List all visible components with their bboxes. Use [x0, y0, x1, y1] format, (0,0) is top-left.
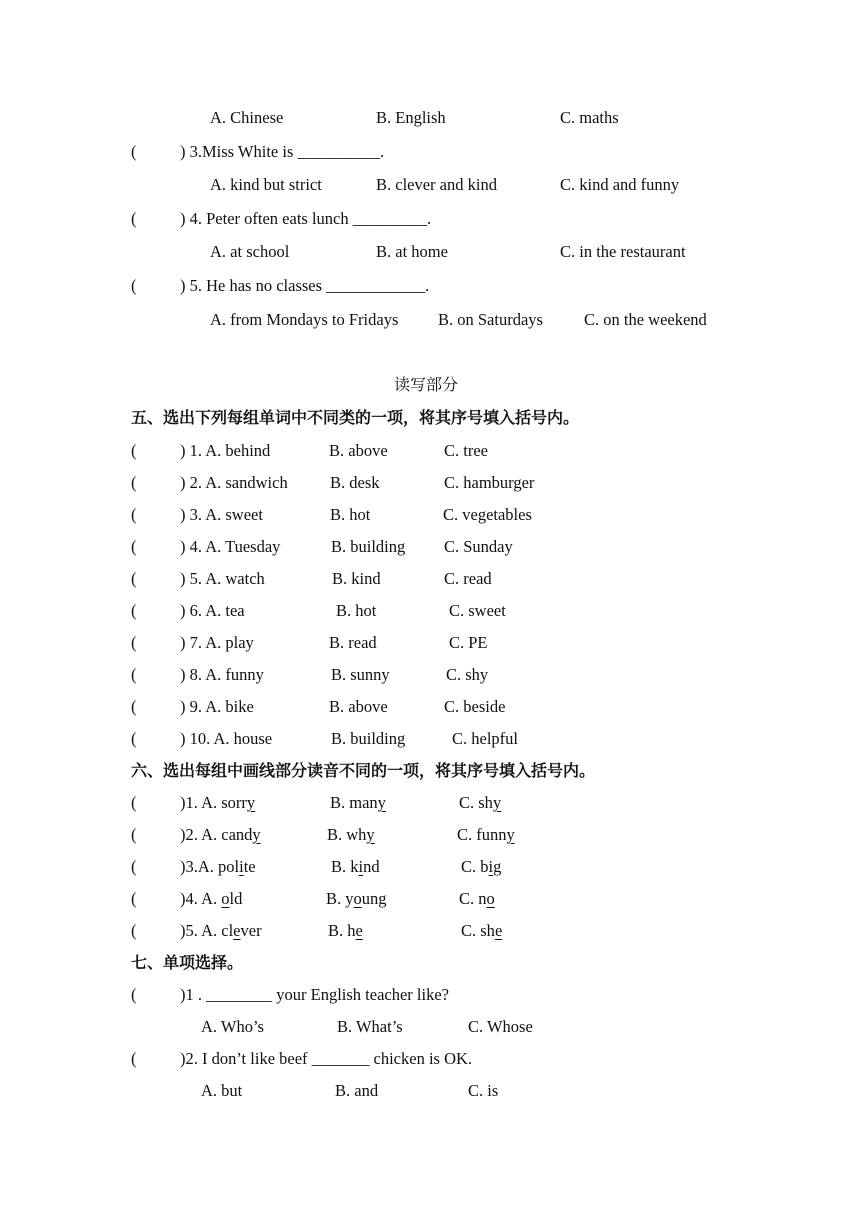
option-a: ) 8. A. funny — [180, 665, 264, 684]
q2-option-c: C. maths — [560, 108, 619, 127]
underlined-letter: y — [492, 793, 502, 812]
q4-option-a: A. at school — [210, 242, 290, 261]
underlined-letter: y — [366, 825, 375, 844]
answer-paren[interactable]: ( — [131, 665, 137, 684]
q3-option-b: B. clever and kind — [376, 175, 497, 194]
option-c: C. big — [461, 857, 502, 876]
option-b: B. What’s — [337, 1017, 403, 1036]
answer-paren[interactable]: ( — [131, 857, 137, 876]
q4-option-b: B. at home — [376, 242, 448, 261]
option-b: B. hot — [330, 505, 371, 524]
option-a: ) 3. A. sweet — [180, 505, 263, 524]
question-text: ) 3.Miss White is __________. — [180, 142, 385, 161]
option-c: C. helpful — [452, 729, 518, 748]
underlined-letter: e — [233, 921, 241, 940]
option-b: B. and — [335, 1081, 379, 1100]
q2-option-a: A. Chinese — [210, 108, 284, 127]
underlined-letter: i — [239, 857, 244, 876]
option-a: )5. A. clever — [180, 921, 262, 940]
option-c: C. no — [459, 889, 495, 908]
option-b: B. hot — [336, 601, 377, 620]
answer-paren[interactable]: ( — [131, 441, 137, 460]
answer-paren[interactable]: ( — [131, 825, 137, 844]
option-c: C. beside — [444, 697, 506, 716]
q4-option-c: C. in the restaurant — [560, 242, 686, 261]
section7-heading: 七、单项选择。 — [131, 953, 244, 972]
q3-option-a: A. kind but strict — [210, 175, 322, 194]
option-c: C. shy — [459, 793, 502, 812]
underlined-letter: y — [252, 825, 261, 844]
underlined-letter: o — [353, 889, 362, 908]
question-text: )1 . ________ your English teacher like? — [180, 985, 449, 1004]
option-a: ) 2. A. sandwich — [180, 473, 288, 492]
option-b: B. building — [331, 537, 406, 556]
answer-paren[interactable]: ( — [131, 142, 137, 161]
option-c: C. tree — [444, 441, 488, 460]
answer-paren[interactable]: ( — [131, 697, 137, 716]
answer-paren[interactable]: ( — [131, 729, 137, 748]
underlined-letter: o — [486, 889, 495, 908]
answer-paren[interactable]: ( — [131, 633, 137, 652]
option-b: B. kind — [331, 857, 380, 876]
underlined-letter: i — [488, 857, 494, 876]
underlined-letter: y — [506, 825, 515, 844]
option-c: C. Sunday — [444, 537, 513, 556]
option-b: B. kind — [332, 569, 381, 588]
section-title: 读写部分 — [394, 375, 459, 394]
option-a: A. Who’s — [201, 1017, 264, 1036]
answer-paren[interactable]: ( — [131, 601, 137, 620]
option-a: ) 6. A. tea — [180, 601, 245, 620]
option-a: ) 7. A. play — [180, 633, 254, 652]
answer-paren[interactable]: ( — [131, 209, 137, 228]
option-a: ) 4. A. Tuesday — [180, 537, 281, 556]
option-b: B. building — [331, 729, 406, 748]
answer-paren[interactable]: ( — [131, 921, 137, 940]
q5-option-a: A. from Mondays to Fridays — [210, 310, 399, 329]
answer-paren[interactable]: ( — [131, 889, 137, 908]
underlined-letter: e — [355, 921, 363, 940]
answer-paren[interactable]: ( — [131, 276, 137, 295]
option-c: C. is — [468, 1081, 499, 1100]
option-c: C. sweet — [449, 601, 506, 620]
option-a: )1. A. sorry — [180, 793, 256, 812]
option-b: B. above — [329, 441, 388, 460]
option-c: C. hamburger — [444, 473, 535, 492]
q3-option-c: C. kind and funny — [560, 175, 680, 194]
option-b: B. he — [328, 921, 363, 940]
answer-paren[interactable]: ( — [131, 985, 137, 1004]
section5-heading: 五、选出下列每组单词中不同类的一项，将其序号填入括号内。 — [131, 408, 580, 427]
question-text: ) 4. Peter often eats lunch _________. — [180, 209, 432, 228]
section6-heading: 六、选出每组中画线部分读音不同的一项，将其序号填入括号内。 — [131, 761, 596, 780]
answer-paren[interactable]: ( — [131, 505, 137, 524]
option-c: C. PE — [449, 633, 488, 652]
q5-option-c: C. on the weekend — [584, 310, 707, 329]
option-b: B. desk — [330, 473, 380, 492]
option-a: ) 5. A. watch — [180, 569, 265, 588]
option-c: C. read — [444, 569, 492, 588]
option-b: B. many — [330, 793, 386, 812]
option-b: B. read — [329, 633, 377, 652]
option-c: C. funny — [457, 825, 515, 844]
option-c: C. vegetables — [443, 505, 532, 524]
underlined-letter: e — [494, 921, 503, 940]
question-text: )2. I don’t like beef _______ chicken is OK. — [180, 1049, 473, 1068]
question-text: ) 5. He has no classes ____________. — [180, 276, 430, 295]
q5-option-b: B. on Saturdays — [438, 310, 543, 329]
option-c: C. Whose — [468, 1017, 533, 1036]
underlined-letter: y — [246, 793, 256, 812]
option-b: B. above — [329, 697, 388, 716]
option-a: ) 10. A. house — [180, 729, 273, 748]
q2-option-b: B. English — [376, 108, 446, 127]
option-c: C. she — [461, 921, 503, 940]
option-b: B. young — [326, 889, 387, 908]
answer-paren[interactable]: ( — [131, 569, 137, 588]
underlined-letter: y — [377, 793, 386, 812]
underlined-letter: o — [221, 889, 230, 908]
option-c: C. shy — [446, 665, 489, 684]
answer-paren[interactable]: ( — [131, 537, 137, 556]
underlined-letter: i — [358, 857, 364, 876]
option-a: )3.A. polite — [180, 857, 256, 876]
answer-paren[interactable]: ( — [131, 473, 137, 492]
answer-paren[interactable]: ( — [131, 1049, 137, 1068]
answer-paren[interactable]: ( — [131, 793, 137, 812]
option-b: B. why — [327, 825, 375, 844]
option-a: ) 1. A. behind — [180, 441, 271, 460]
option-a: A. but — [201, 1081, 243, 1100]
option-a: )2. A. candy — [180, 825, 261, 844]
option-a: ) 9. A. bike — [180, 697, 254, 716]
option-b: B. sunny — [331, 665, 390, 684]
option-a: )4. A. old — [180, 889, 243, 908]
